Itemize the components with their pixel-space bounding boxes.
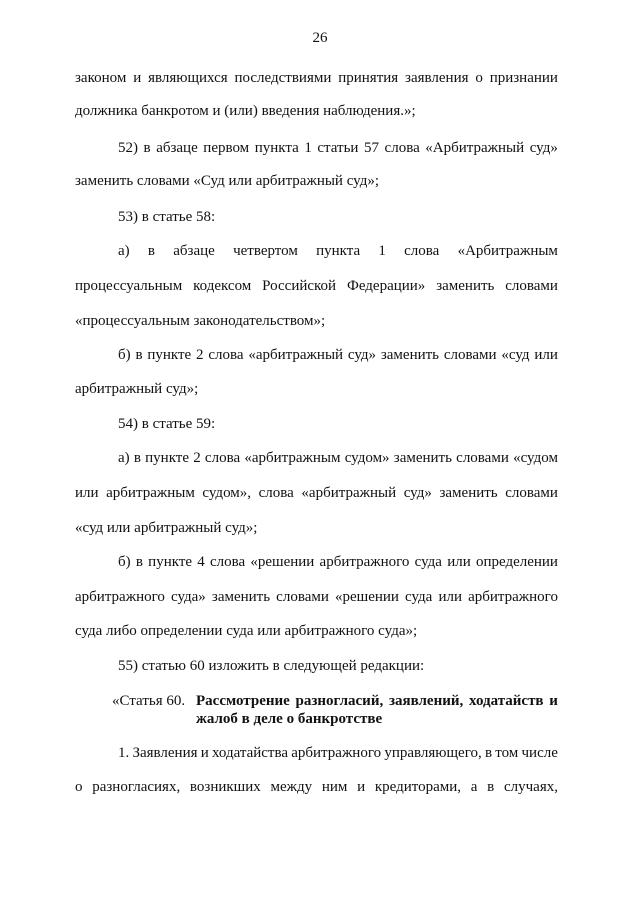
word: 2 (196, 347, 204, 363)
word: последствиями (234, 70, 332, 86)
word: арбитражным (106, 485, 195, 501)
word: «арбитражный (248, 347, 344, 363)
word: кредиторами, (374, 779, 462, 795)
word: о (75, 779, 83, 795)
word: а (470, 779, 478, 795)
word: арбитражного (468, 589, 558, 605)
word: возникших (189, 779, 261, 795)
word: заменить (439, 485, 498, 501)
word: и (357, 779, 366, 795)
word: случаях, (503, 779, 558, 795)
word: четвертом (233, 243, 298, 259)
word: о (475, 70, 483, 86)
text-line: «суд или арбитражный суд»; (75, 520, 258, 536)
word: пункте (148, 554, 193, 570)
word: или (75, 485, 99, 501)
page-number: 26 (312, 30, 328, 46)
word: пункта (254, 140, 299, 156)
word: являющихся (148, 70, 228, 86)
word: а) (118, 450, 130, 466)
word: 52) (118, 140, 138, 156)
word: судом», (202, 485, 252, 501)
word: слова (209, 554, 246, 570)
article-heading-title: жалоб в деле о банкротстве (196, 711, 383, 727)
text-line (118, 450, 558, 467)
text-line: 53) в статье 58: (118, 209, 216, 225)
word: «Арбитражный (425, 140, 525, 156)
text-line: заменить словами «Суд или арбитражный суд»; (75, 173, 380, 189)
word: словами (456, 450, 509, 466)
word: Федерации» (346, 278, 426, 294)
word: заменить (211, 589, 271, 605)
word: 2 (193, 450, 201, 466)
text-line: «процессуальным законодательством»; (75, 313, 326, 329)
word: абзаце (173, 243, 215, 259)
word: и (549, 693, 558, 709)
word: или (438, 589, 462, 605)
word: заменить (393, 450, 452, 466)
word: арбитражного (75, 589, 165, 605)
word: том (495, 745, 519, 761)
word: суд» (403, 485, 432, 501)
word: в (147, 243, 155, 259)
word: или (534, 347, 558, 363)
word: судом» (344, 450, 390, 466)
word: слова (404, 243, 440, 259)
word: ходатайств (469, 693, 544, 709)
word: б) (118, 554, 131, 570)
word: абзаце (156, 140, 198, 156)
text-line (75, 485, 558, 502)
text-line: 54) в статье 59: (118, 416, 216, 432)
text-line (75, 70, 558, 87)
word: или (447, 554, 471, 570)
word: в (143, 140, 151, 156)
word: кодексом (193, 278, 252, 294)
text-line (75, 589, 558, 606)
text-line: должника банкротом и (или) введения наблюдения.»; (75, 103, 416, 119)
article-heading-title (196, 693, 558, 710)
word: определении (475, 554, 558, 570)
word: в (484, 745, 493, 761)
text-line (118, 243, 558, 260)
text-line (118, 347, 558, 364)
word: Заявления (132, 745, 198, 761)
word: и (133, 70, 142, 86)
word: словами (505, 485, 558, 501)
word: арбитражного (319, 554, 410, 570)
word: 4 (197, 554, 205, 570)
word: в (133, 450, 141, 466)
word: 1. (118, 745, 130, 761)
word: суд» (529, 140, 558, 156)
text-line (75, 779, 558, 796)
word: суда» (170, 589, 206, 605)
word: заявления (405, 70, 469, 86)
word: суда (414, 554, 442, 570)
text-line (118, 140, 558, 157)
word: разногласий, (295, 693, 384, 709)
word: законом (75, 70, 127, 86)
word: словами (276, 589, 329, 605)
word: ходатайства (211, 745, 289, 761)
word: б) (118, 347, 131, 363)
word: заявлений, (388, 693, 464, 709)
word: признании (489, 70, 558, 86)
word: разногласиях, (92, 779, 181, 795)
text-line: 55) статью 60 изложить в следующей редакции: (118, 658, 425, 674)
word: «Арбитражным (457, 243, 558, 259)
word: слова (384, 140, 420, 156)
word: заменить (380, 347, 440, 363)
word: статьи (317, 140, 359, 156)
word: процессуальным (75, 278, 183, 294)
word: а) (118, 243, 130, 259)
word: заменить (436, 278, 495, 294)
word: между (270, 779, 313, 795)
text-line: арбитражный суд»; (75, 381, 199, 397)
word: «арбитражным (244, 450, 341, 466)
word: ним (321, 779, 348, 795)
word: пункта (316, 243, 361, 259)
word: слова (204, 450, 241, 466)
word: числе (521, 745, 558, 761)
word: суд» (347, 347, 377, 363)
word: слова (258, 485, 294, 501)
word: «решении (334, 589, 399, 605)
word: словами (505, 278, 558, 294)
word: в (487, 779, 495, 795)
word: суда (405, 589, 433, 605)
word: и (200, 745, 209, 761)
word: слова (208, 347, 244, 363)
word: 1 (378, 243, 386, 259)
word: арбитражного (291, 745, 382, 761)
text-line: суда либо определении суда или арбитражного суда»; (75, 623, 418, 639)
word: пункте (145, 450, 190, 466)
text-line (75, 278, 558, 295)
word: в (135, 554, 143, 570)
word: 1 (304, 140, 312, 156)
article-heading-prefix: «Статья 60. (112, 693, 186, 709)
text-line (118, 554, 558, 571)
word: принятия (338, 70, 399, 86)
word: управляющего, (384, 745, 482, 761)
word: Российской (262, 278, 337, 294)
word: словами (443, 347, 497, 363)
word: пункте (147, 347, 192, 363)
word: «судом (513, 450, 558, 466)
word: Рассмотрение (196, 693, 290, 709)
word: в (135, 347, 143, 363)
word: первом (203, 140, 250, 156)
text-line (118, 745, 558, 762)
word: «суд (501, 347, 530, 363)
word: «решении (250, 554, 315, 570)
word: 57 (364, 140, 379, 156)
word: «арбитражный (301, 485, 397, 501)
